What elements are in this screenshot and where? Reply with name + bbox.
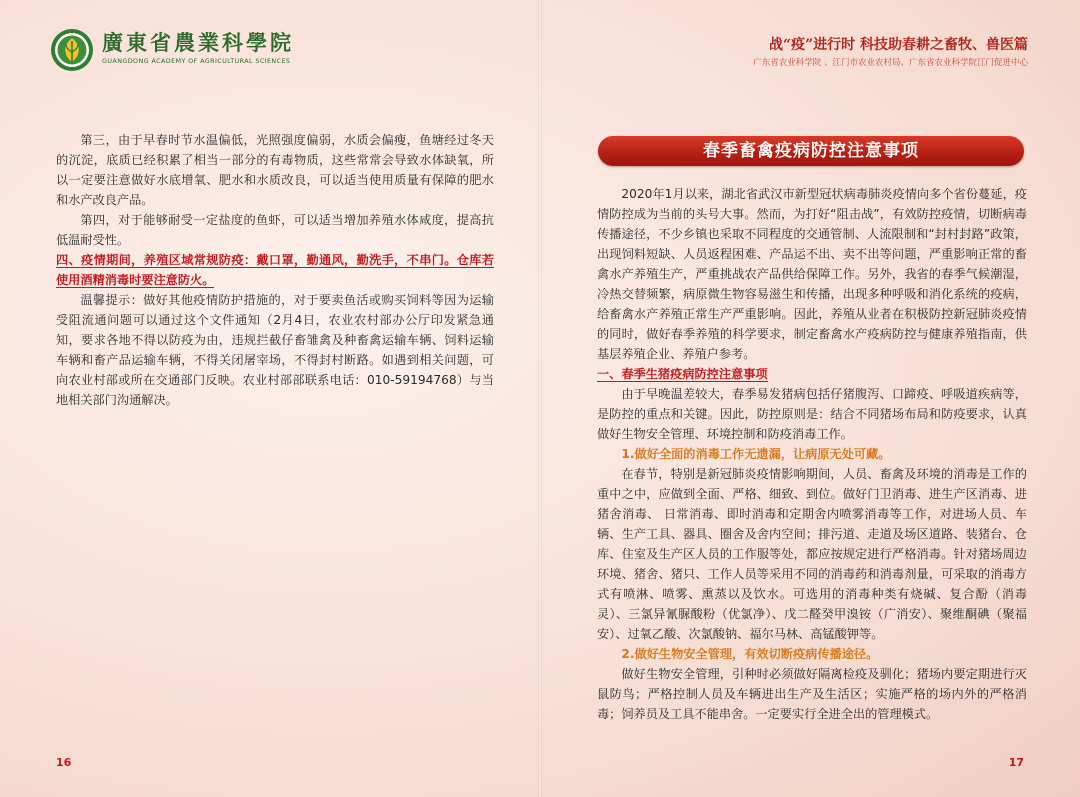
paragraph: 做好生物安全管理，引种时必须做好隔离检疫及驯化；猪场内要定期进行灭鼠防鸟；严格控制人员及车辆进出生产及生活区；实施严格的场内外的严格消毒；饲养员及工具不能串舍。一定要实行全进全出的管理模式。: [597, 667, 1027, 721]
paragraph: 第四，对于能够耐受一定盐度的鱼虾，可以适当增加养殖水体咸度，提高抗低温耐受性。: [56, 213, 494, 247]
academy-name: [102, 30, 294, 65]
academy-name-cn: 廣東省農業科學院: [102, 30, 294, 55]
page-number-left: 16: [56, 756, 72, 769]
paragraph: 在春节，特别是新冠肺炎疫情影响期间，人员、畜禽及环境的消毒是工作的重中之中，应做到全面、严格、细致、到位。做好门卫消毒、进生产区消毒、进猪舍消毒、 日常消毒、即时消毒和定期舍内喷雾消毒等工作，对进场人员、车辆、生产工具、器具、圈舍及舍内空间；排污道、走道及场区道路、装猪台、仓库、住室及生产区人员的工作服等处，都应按规定进行严格消毒。针对猪场周边环境、猪舍、猪只、工作人员等采用不同的消毒药和消毒剂量，可采取的消毒方式有喷淋、喷雾、熏蒸以及饮水。可选用的消毒种类有烧碱、复合酚（消毒灵）、三氯异氰脲酸粉（优氯净）、戊二醛癸甲溴铵（广消安）、聚维酮碘（聚福安）、过氧乙酸、次氯酸钠、福尔马林、高锰酸钾等。: [597, 467, 1027, 641]
section-heading: [56, 250, 494, 290]
subsection-heading: 1.做好全面的消毒工作无遗漏，让病原无处可藏。: [621, 447, 891, 461]
left-page-text: [56, 130, 494, 410]
section-heading-text: 一、春季生猪疫病防控注意事项: [597, 367, 768, 381]
academy-logo-icon: [50, 28, 94, 72]
subsection-heading: 2.做好生物安全管理，有效切断疫病传播途径。: [621, 647, 879, 661]
paragraph: 温馨提示：做好其他疫情防护措施的，对于要卖鱼活或购买饲料等因为运输受阻流通问题可以通过这个文件通知（2月4日，农业农村部办公厅印发紧急通知，要求各地不得以防疫为由，违规拦截仔畜雏禽及种畜禽运输车辆、饲料运输车辆和畜产品运输车辆，不得关闭屠宰场，不得封村断路。如遇到相关问题，可向农业村部或所在交通部门反映。农业村部部联系电话：010-59194768）与当地相关部门沟通解决。: [56, 293, 494, 407]
header-title: 战“疫”进行时 科技助春耕之畜牧、兽医篇: [769, 37, 1028, 53]
section-heading-text: 四、疫情期间，养殖区域常规防疫：戴口罩，勤通风，勤洗手，不串门。仓库若使用酒精消毒时要注意防火。: [56, 253, 494, 287]
section-heading: [597, 364, 1027, 384]
header-subtitle: 广东省农业科学院 、江门市农业农村局、广东省农业科学院江门促进中心: [753, 58, 1028, 68]
paragraph: 由于早晚温差较大，春季易发猪病包括仔猪腹泻、口蹄疫、呼吸道疾病等，是防控的重点和关键。因此，防控原则是：结合不同猪场布局和防疫要求，认真做好生物安全管理、环境控制和防疫消毒工作。: [597, 387, 1027, 441]
page-number-right: 17: [1008, 756, 1024, 769]
paragraph: 2020年1月以来，湖北省武汉市新型冠状病毒肺炎疫情向多个省份蔓延，疫情防控成为当前的头号大事。然而，为打好“阻击战”，有效防控疫情，切断病毒传播途径，不少乡镇也采取不同程度的交通管制、人流限制和“封村封路”政策，出现饲料短缺、人员返程困难、产品运不出、卖不出等问题，严重影响正常的畜禽水产养殖生产，严重挑战农产品供给保障工作。另外，我省的春季气候潮湿，冷热交替频繁，病原微生物容易滋生和传播，出现多种呼吸和消化系统的疫病，给畜禽水产养殖正常生产严重影响。因此，养殖从业者在积极防控新冠肺炎疫情的同时，做好春季养殖的科学要求，制定畜禽水产疫病防控与健康养殖指南，供基层养殖企业、养殖户参考。: [597, 187, 1027, 361]
section-banner: 春季畜禽疫病防控注意事项: [598, 136, 1024, 166]
paragraph: 第三，由于早春时节水温偏低，光照强度偏弱，水质会偏瘦，鱼塘经过冬天的沉淀，底质已经积累了相当一部分的有毒物质，这些常常会导致水体缺氧，所以一定要注意做好水底增氧、肥水和水质改良，可以适当使用质量有保障的肥水和水产改良产品。: [56, 133, 494, 207]
academy-name-en: GUANGDONG ACADEMY OF AGRICULTURAL SCIENCES: [102, 57, 291, 65]
page-spine: [538, 0, 542, 797]
right-page-text: [597, 184, 1027, 724]
